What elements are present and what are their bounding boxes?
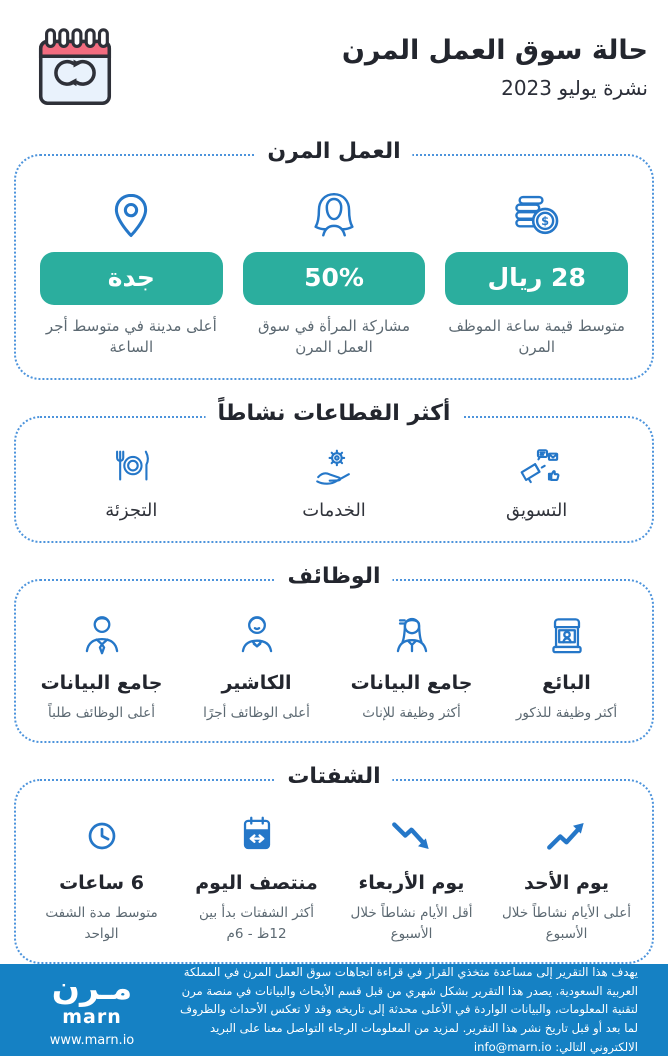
- shift-title: منتصف اليوم: [195, 872, 318, 895]
- sector-retail: [40, 444, 223, 521]
- marn-arabic-wordmark: مـرن: [51, 968, 133, 1008]
- shift-most-active-day: [493, 805, 640, 944]
- shift-caption: متوسط مدة الشفت الواحد: [45, 905, 158, 942]
- shift-midday: [183, 805, 330, 944]
- shift-title: يوم الأحد: [524, 872, 609, 895]
- job-caption: أعلى الوظائف أجرًا: [203, 705, 310, 721]
- stat-caption: متوسط قيمة ساعة الموظف المرن: [448, 317, 625, 356]
- page-title: حالة سوق العمل المرن: [341, 34, 648, 66]
- services-icon: [243, 444, 426, 492]
- stat-value-badge: جدة: [40, 252, 223, 305]
- sector-marketing: [445, 444, 628, 521]
- job-caption: أكثر وظيفة للإناث: [362, 705, 461, 721]
- footer-disclaimer: يهدف هذا التقرير إلى مساعدة متخذي القرار في قراءة اتجاهات سوق العمل المرن في المملكة العربية السعودية. يصدر هذا التقرير بشكل شهري من قبل قسم الأبحاث والبيانات في منصة مرن لتقنية المعلومات، والبيانات الواردة في الأعلى محدثة إلى تاريخه وقد لا تعكس الأحداث والظروف لما بعد أو قبل تاريخ نشر هذا التقرير. لمزيد من المعلومات الرجاء التواصل معنا على البريد الالكتروني التالي: info@marn.io: [180, 964, 638, 1054]
- section-sectors: [14, 401, 654, 543]
- shift-title: يوم الأربعاء: [358, 872, 465, 895]
- sector-services: [243, 444, 426, 521]
- marketing-icon: [445, 444, 628, 492]
- job-caption: أعلى الوظائف طلباً: [48, 705, 155, 721]
- job-title: جامع البيانات: [350, 672, 473, 694]
- marn-calendar-logo-icon: [28, 20, 122, 114]
- marn-latin-wordmark: marn: [62, 1006, 122, 1029]
- section-heading-jobs: الوظائف: [275, 564, 392, 589]
- section-shifts: [14, 764, 654, 964]
- stat-caption: مشاركة المرأة في سوق العمل المرن: [257, 317, 411, 356]
- trend-down-icon: [338, 805, 485, 861]
- sector-label: التجزئة: [105, 500, 158, 521]
- location-pin-icon: [40, 182, 223, 242]
- calendar-range-icon: [183, 805, 330, 861]
- section-heading-flexible-work: العمل المرن: [255, 139, 412, 164]
- page-subtitle: نشرة يوليو 2023: [501, 76, 648, 101]
- svg-text:$: $: [540, 213, 549, 228]
- job-seller: [493, 605, 640, 723]
- job-male-data-collector: [28, 605, 175, 723]
- clock-icon: [28, 805, 175, 861]
- stat-top-city: [40, 182, 223, 358]
- job-cashier: [183, 605, 330, 723]
- stat-hour-value: [445, 182, 628, 358]
- infographic-body: [0, 118, 668, 964]
- job-title: البائع: [542, 672, 591, 694]
- stat-value-badge: 50%: [243, 252, 426, 305]
- stat-caption: أعلى مدينة في متوسط أجر الساعة: [45, 317, 217, 356]
- trend-up-icon: [493, 805, 640, 861]
- section-heading-sectors: أكثر القطاعات نشاطاً: [206, 401, 463, 426]
- job-female-data-collector: [338, 605, 485, 723]
- sector-label: التسويق: [506, 500, 568, 521]
- header-text: [342, 34, 648, 101]
- header: [0, 0, 668, 118]
- shift-least-active-day: [338, 805, 485, 944]
- coins-icon: [445, 182, 628, 242]
- kiosk-seller-icon: [493, 605, 640, 661]
- section-heading-shifts: الشفتات: [275, 764, 392, 789]
- shift-average-duration: [28, 805, 175, 944]
- section-flexible-work: [14, 139, 654, 380]
- footer-website: www.marn.io: [49, 1033, 135, 1049]
- job-title: جامع البيانات: [40, 672, 163, 694]
- shift-caption: أقل الأيام نشاطاً خلال الأسبوع: [350, 905, 473, 942]
- shift-caption: أعلى الأيام نشاطاً خلال الأسبوع: [501, 905, 632, 942]
- sector-label: الخدمات: [302, 500, 366, 521]
- female-data-collector-icon: [338, 605, 485, 661]
- stat-value-badge: 28 ريال: [445, 252, 628, 305]
- shift-title: 6 ساعات: [59, 872, 144, 895]
- woman-hijab-icon: [243, 182, 426, 242]
- shift-caption: أكثر الشفتات بدأ بين 12ظ - 6م: [199, 905, 314, 942]
- footer-brand: [26, 968, 158, 1049]
- footer: [0, 964, 668, 1056]
- retail-icon: [40, 444, 223, 492]
- section-jobs: [14, 564, 654, 743]
- stat-women-participation: [243, 182, 426, 358]
- job-caption: أكثر وظيفة للذكور: [515, 705, 618, 721]
- cashier-icon: [183, 605, 330, 661]
- male-data-collector-icon: [28, 605, 175, 661]
- job-title: الكاشير: [221, 672, 292, 694]
